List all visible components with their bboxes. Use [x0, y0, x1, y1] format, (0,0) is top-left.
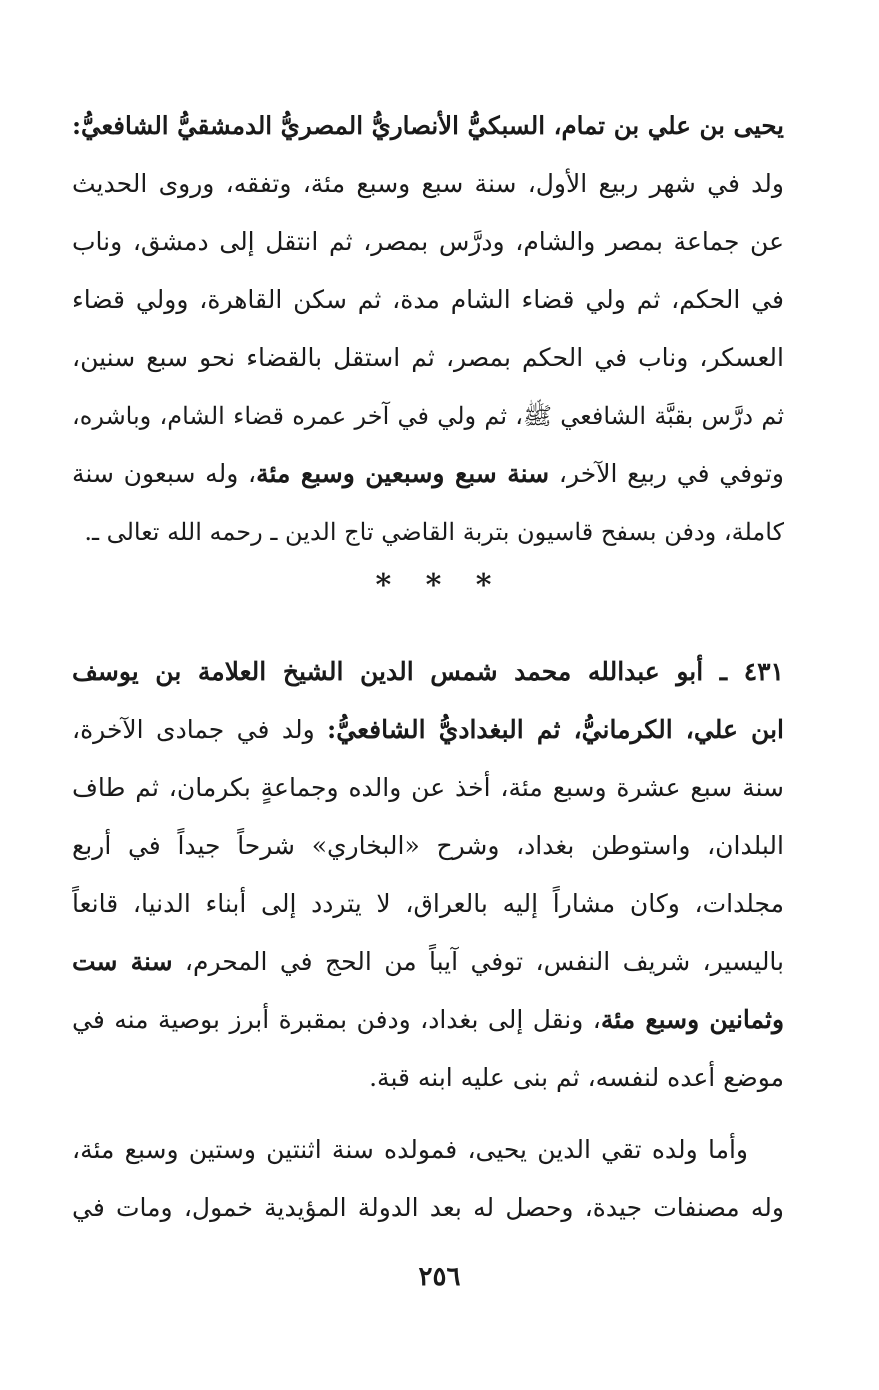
entry-heading: ابن علي، الكرمانيُّ، ثم البغداديُّ الشافعيُّ:: [327, 715, 784, 744]
text-line: [72, 271, 784, 329]
text-run: في الحكم، ثم ولي قضاء الشام مدة، ثم سكن القاهرة، وولي قضاء: [72, 285, 784, 314]
text-line: [72, 991, 784, 1049]
text-line: [72, 643, 784, 701]
text-run: ، وله سبعون سنة: [72, 459, 257, 488]
text-line: [72, 155, 784, 213]
page-number: ٢٥٦: [418, 1262, 461, 1292]
text-run: ثم درَّس بقبَّة الشافعي ﷺ، ثم ولي في آخر عمره قضاء الشام، وباشره،: [72, 402, 784, 430]
text-run: ولد في جمادى الآخرة،: [72, 715, 328, 744]
text-run: باليسير، شريف النفس، توفي آيباً من الحج في المحرم،: [172, 947, 784, 976]
death-date: سنة ست: [72, 947, 173, 976]
text-run: سنة سبع عشرة وسبع مئة، أخذ عن والده وجماعةٍ بكرمان، ثم طاف: [72, 773, 784, 802]
text-run: مجلدات، وكان مشاراً إليه بالعراق، لا يتردد إلى أبناء الدنيا، قانعاً: [72, 889, 784, 918]
entry-heading: ٤٣١ ـ أبو عبدالله محمد شمس الدين الشيخ العلامة بن يوسف: [72, 657, 784, 686]
death-date: سنة سبع وسبعين وسبع مئة: [256, 459, 550, 488]
text-run: العسكر، وناب في الحكم بمصر، ثم استقل بالقضاء نحو سبع سنين،: [72, 343, 784, 372]
text-line: [72, 875, 784, 933]
text-line: [72, 1121, 784, 1179]
section-separator: * * *: [375, 568, 504, 603]
text-run: وتوفي في ربيع الآخر،: [549, 459, 784, 488]
text-line: [72, 817, 784, 875]
text-line: [72, 387, 784, 445]
text-line: [72, 701, 784, 759]
biography-entry-yahya-al-subki: [72, 97, 784, 561]
death-date: وثمانين وسبع مئة: [600, 1005, 784, 1034]
text-line: [72, 1179, 784, 1237]
text-run: وأما ولده تقي الدين يحيى، فمولده سنة اثنتين وستين وسبع مئة،: [72, 1135, 748, 1164]
text-run: عن جماعة بمصر والشام، ودرَّس بمصر، ثم انتقل إلى دمشق، وناب: [72, 227, 784, 256]
text-run: ، ونقل إلى بغداد، ودفن بمقبرة أبرز بوصية منه في: [72, 1005, 601, 1034]
text-run: البلدان، واستوطن بغداد، وشرح «البخاري» شرحاً جيداً في أربع: [72, 831, 784, 860]
text-line: [72, 445, 784, 503]
text-line: [72, 933, 784, 991]
text-line: [72, 1049, 784, 1107]
text-run: ولد في شهر ربيع الأول، سنة سبع وسبع مئة، وتفقه، وروى الحديث: [72, 169, 784, 198]
text-line: [72, 213, 784, 271]
text-line: [72, 759, 784, 817]
text-run: موضع أعده لنفسه، ثم بنى عليه ابنه قبة.: [369, 1063, 784, 1092]
text-line: [72, 329, 784, 387]
text-line: [72, 97, 784, 155]
paragraph-son-taqi-al-din: [72, 1121, 784, 1237]
entry-heading: يحيى بن علي بن تمام، السبكيُّ الأنصاريُّ المصريُّ الدمشقيُّ الشافعيُّ:: [72, 111, 784, 140]
text-run: كاملة، ودفن بسفح قاسيون بتربة القاضي تاج الدين ـ رحمه الله تعالى ـ.: [84, 518, 784, 546]
text-run: وله مصنفات جيدة، وحصل له بعد الدولة المؤيدية خمول، ومات في: [72, 1193, 784, 1222]
text-line: [72, 503, 784, 561]
biography-entry-al-kirmani: [72, 643, 784, 1107]
